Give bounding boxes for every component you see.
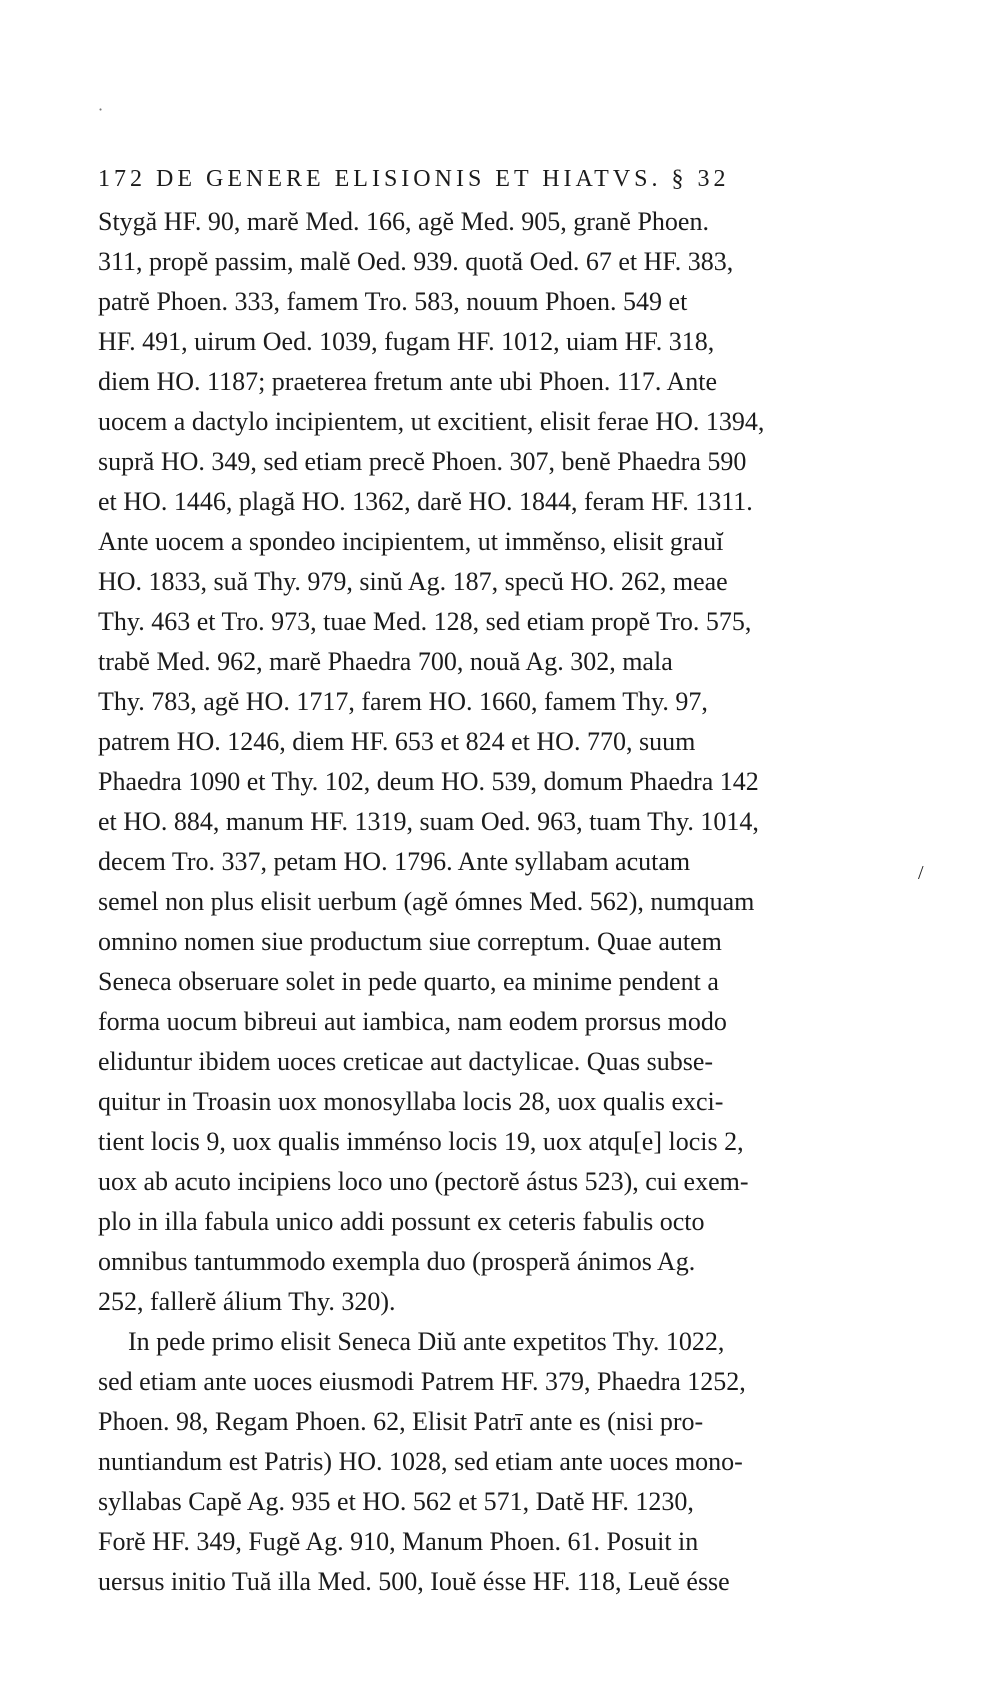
text-line: quitur in Troasin uox monosyllaba locis 28, uox qualis exci- xyxy=(98,1087,724,1116)
text-line: Thy. 783, agĕ HO. 1717, farem HO. 1660, famem Thy. 97, xyxy=(98,687,708,716)
text-line: forma uocum bibreui aut iambica, nam eodem prorsus modo xyxy=(98,1007,727,1036)
text-line: supră HO. 349, sed etiam precĕ Phoen. 307, benĕ Phaedra 590 xyxy=(98,447,747,476)
text-line: trabĕ Med. 962, marĕ Phaedra 700, nouă Ag. 302, mala xyxy=(98,647,673,676)
text-line: Thy. 463 et Tro. 973, tuae Med. 128, sed etiam propĕ Tro. 575, xyxy=(98,607,752,636)
body-text xyxy=(98,202,918,1602)
text-line: 311, propĕ passim, malĕ Oed. 939. quotă Oed. 67 et HF. 383, xyxy=(98,247,734,276)
text-line: semel non plus elisit uerbum (agĕ ómnes Med. 562), numquam xyxy=(98,887,755,916)
text-line: sed etiam ante uoces eiusmodi Patrem HF. 379, Phaedra 1252, xyxy=(98,1367,746,1396)
text-line: HF. 491, uirum Oed. 1039, fugam HF. 1012, uiam HF. 318, xyxy=(98,327,715,356)
text-line: Forĕ HF. 349, Fugĕ Ag. 910, Manum Phoen. 61. Posuit in xyxy=(98,1527,699,1556)
text-line: uocem a dactylo incipientem, ut excitient, elisit ferae HO. 1394, xyxy=(98,407,765,436)
text-line: diem HO. 1187; praeterea fretum ante ubi Phoen. 117. Ante xyxy=(98,367,718,396)
text-line: et HO. 1446, plagă HO. 1362, darĕ HO. 1844, feram HF. 1311. xyxy=(98,487,753,516)
text-line: uox ab acuto incipiens loco uno (pectorĕ ástus 523), cui exem- xyxy=(98,1167,749,1196)
text-line: tient locis 9, uox qualis imménso locis 19, uox atqu[e] locis 2, xyxy=(98,1127,744,1156)
text-line: 252, fallerĕ álium Thy. 320). xyxy=(98,1287,396,1316)
text-line: patrĕ Phoen. 333, famem Tro. 583, nouum Phoen. 549 et xyxy=(98,287,688,316)
text-line: patrem HO. 1246, diem HF. 653 et 824 et HO. 770, suum xyxy=(98,727,696,756)
text-line: Seneca obseruare solet in pede quarto, ea minime pendent a xyxy=(98,967,719,996)
text-line: et HO. 884, manum HF. 1319, suam Oed. 963, tuam Thy. 1014, xyxy=(98,807,759,836)
text-line: nuntiandum est Patris) HO. 1028, sed etiam ante uoces mono- xyxy=(98,1447,743,1476)
text-line: plo in illa fabula unico addi possunt ex ceteris fabulis octo xyxy=(98,1207,705,1236)
text-line: uersus initio Tuă illa Med. 500, Iouĕ ésse HF. 118, Leuĕ ésse xyxy=(98,1567,730,1596)
text-line: HO. 1833, suă Thy. 979, sinŭ Ag. 187, specŭ HO. 262, meae xyxy=(98,567,728,596)
text-line: Stygă HF. 90, marĕ Med. 166, agĕ Med. 905, granĕ Phoen. xyxy=(98,207,709,236)
text-line: Phaedra 1090 et Thy. 102, deum HO. 539, domum Phaedra 142 xyxy=(98,767,759,796)
text-line: omnibus tantummodo exempla duo (prosperă ánimos Ag. xyxy=(98,1247,696,1276)
text-line: decem Tro. 337, petam HO. 1796. Ante syllabam acutam xyxy=(98,847,691,876)
paragraph-start-line: In pede primo elisit Seneca Diŭ ante expetitos Thy. 1022, xyxy=(128,1327,725,1356)
page-speck: · xyxy=(98,100,104,119)
text-line: syllabas Capĕ Ag. 935 et HO. 562 et 571, Datĕ HF. 1230, xyxy=(98,1487,694,1516)
text-line: eliduntur ibidem uoces creticae aut dactylicae. Quas subse- xyxy=(98,1047,714,1076)
margin-mark: / xyxy=(918,862,924,884)
text-line: Phoen. 98, Regam Phoen. 62, Elisit Patrī ante es (nisi pro- xyxy=(98,1407,704,1436)
running-head: 172 DE GENERE ELISIONIS ET HIATVS. § 32 xyxy=(98,166,730,192)
text-line: omnino nomen siue productum siue correptum. Quae autem xyxy=(98,927,722,956)
text-line: Ante uocem a spondeo incipientem, ut imměnso, elisit grauĭ xyxy=(98,527,724,556)
